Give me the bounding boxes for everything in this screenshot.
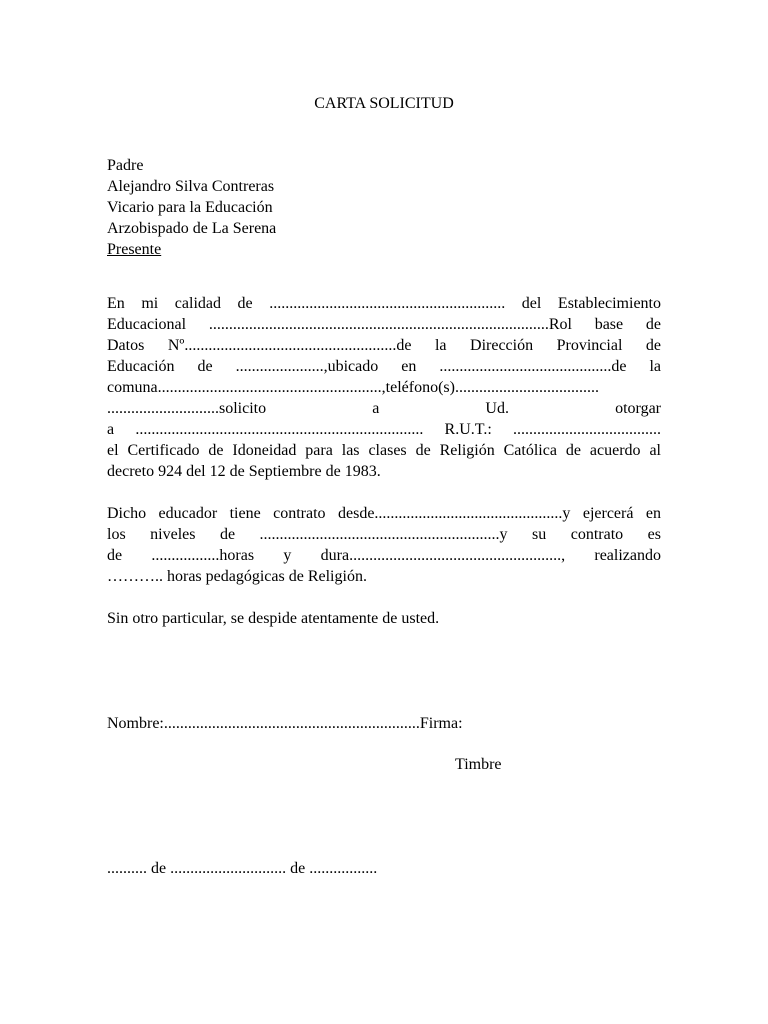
paragraph-line: los niveles de ............................................................y su contrato es (107, 526, 661, 543)
paragraph-line: comuna........................................................,teléfono(s).................................... (107, 379, 599, 396)
paragraph-line: el Certificado de Idoneidad para las clases de Religión Católica de acuerdo al (107, 442, 661, 459)
date-line: .......... de ............................. de ................. (107, 860, 378, 877)
paragraph-line: En mi calidad de ........................................................... del Establecimiento (107, 295, 661, 312)
letter-title: CARTA SOLICITUD (314, 95, 454, 112)
addressee-block (107, 155, 667, 260)
paragraph-line: Educación de ......................,ubicado en ...........................................de la (107, 358, 661, 375)
paragraph-line: Dicho educador tiene contrato desde...............................................y ejercerá en (107, 505, 661, 522)
addressee-line: Arzobispado de La Serena (107, 220, 277, 237)
paragraph-line: Datos Nº.....................................................de la Dirección Provincial de (107, 337, 661, 354)
contract-paragraph (107, 503, 661, 587)
addressee-line: Alejandro Silva Contreras (107, 178, 275, 195)
paragraph-line: a ........................................................................ R.U.T.: ..................................... (107, 421, 661, 438)
request-paragraph (107, 293, 661, 482)
addressee-line: Vicario para la Educación (107, 199, 273, 216)
timbre-label: Timbre (455, 756, 502, 773)
signature-line: Nombre:................................................................Firma: (107, 715, 463, 732)
addressee-line: Padre (107, 157, 144, 174)
paragraph-line: decreto 924 del 12 de Septiembre de 1983. (107, 463, 381, 480)
closing-paragraph (107, 608, 661, 629)
paragraph-line: de .................horas y dura....................................................., realizando (107, 547, 661, 564)
paragraph-line: ……….. horas pedagógicas de Religión. (107, 568, 367, 585)
closing-line: Sin otro particular, se despide atentamente de usted. (107, 610, 440, 627)
presente-label: Presente (107, 241, 162, 258)
paragraph-line: Educacional .....................................................................................Rol base de (107, 316, 661, 333)
paragraph-line: ............................solicito a Ud. otorgar (107, 400, 661, 417)
